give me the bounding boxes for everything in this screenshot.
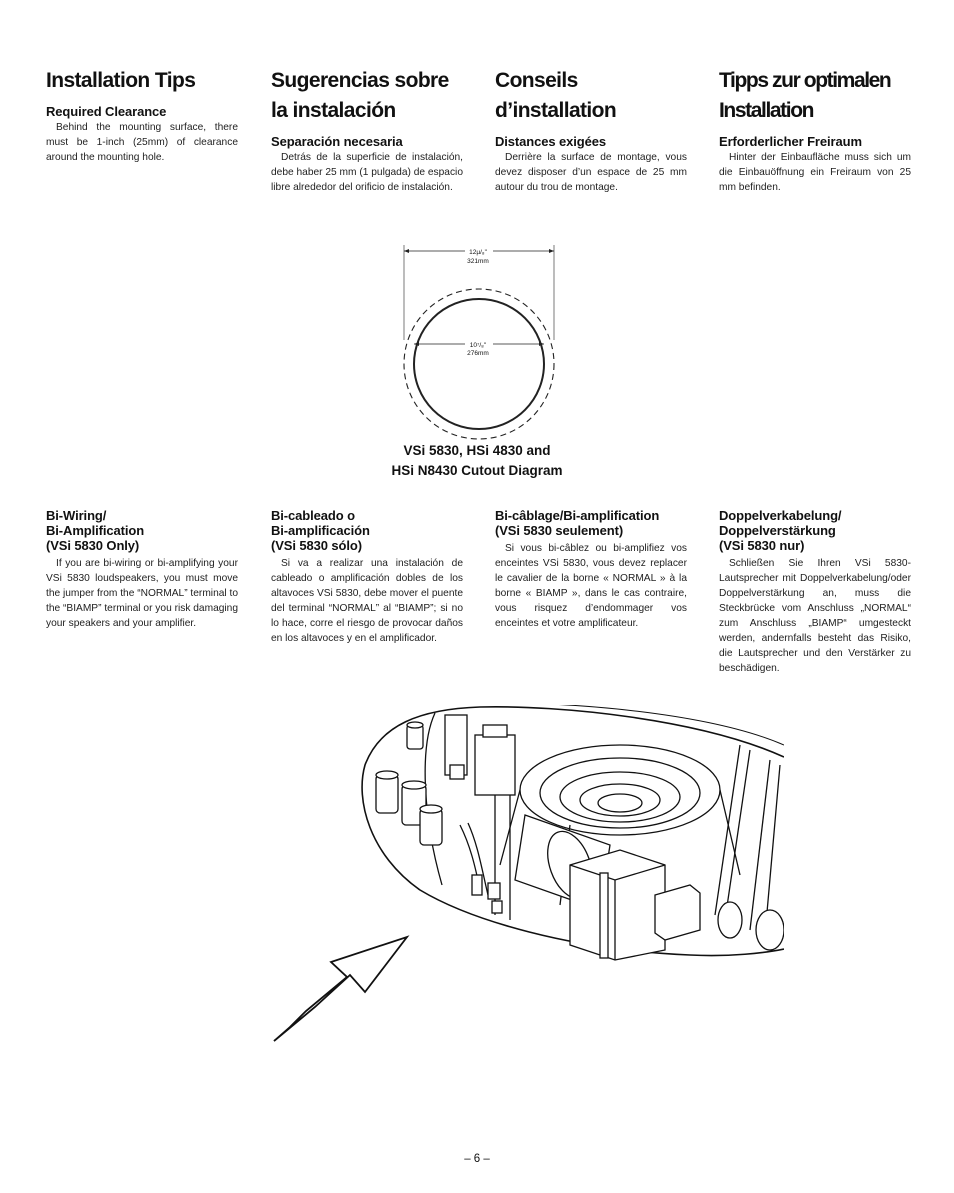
basket-struts <box>715 745 784 950</box>
outer-cutout-circle <box>404 289 554 439</box>
cutout-diagram <box>395 240 565 440</box>
diagram-caption-line1: VSi 5830, HSi 4830 and <box>403 443 551 458</box>
clearance-heading: Distances exigées <box>495 134 607 149</box>
biwire-text: Si vous bi-câblez ou bi-amplifiez vos enceintes VSi 5830, vous devez replacer le cavalier de la borne « NORMAL » à la borne « BIAMP », dans le cas contraire, vous risquez d’endommager vos enceintes et votre amplificateur. <box>495 543 687 629</box>
column-german-biwire <box>719 508 911 676</box>
clearance-text: Detrás de la superficie de instalación, debe haber 25 mm (1 pulgada) de espacio libre alrededor del orificio de instalación. <box>271 152 463 193</box>
clearance-heading: Required Clearance <box>46 104 167 119</box>
inner-cutout-circle <box>414 299 544 429</box>
column-french-top <box>495 66 687 195</box>
biwire-text: If you are bi-wiring or bi-amplifying your VSi 5830 loudspeakers, you must move the jumper from the “NORMAL” terminal to the “BIAMP” terminal or you risk damaging your speakers and your amplifier. <box>46 558 238 629</box>
column-german-top <box>719 66 911 195</box>
column-spanish-top <box>271 66 463 195</box>
arrow-icon <box>274 937 407 1041</box>
clearance-text: Behind the mounting surface, there must be 1-inch (25mm) of clearance around the mounting hole. <box>46 122 238 163</box>
speaker-crossover-illustration <box>270 705 790 1080</box>
section-title: Installation Tips <box>46 69 196 92</box>
section-title: Tipps zur optimalen Installation <box>719 69 891 122</box>
inner-dimension-inches: 10⁷/₈" <box>469 342 487 349</box>
column-english-top <box>46 66 238 165</box>
column-english-biwire <box>46 508 238 631</box>
inner-dimension-mm: 276mm <box>467 350 489 357</box>
biwire-heading: Bi-cableado o Bi-amplificación (VSi 5830 sólo) <box>271 508 370 553</box>
clearance-heading: Separación necesaria <box>271 134 403 149</box>
clearance-text: Derrière la surface de montage, vous devez disposer d’un espace de 25 mm autour du trou de montage. <box>495 152 687 193</box>
jumper-wires <box>460 823 502 913</box>
outer-dimension-inches: 12µ/₈" <box>469 249 487 256</box>
biwire-heading: Bi-Wiring/ Bi-Amplification (VSi 5830 Only) <box>46 508 145 553</box>
biwire-heading: Doppelverkabelung/ Doppelverstärkung (VSi 5830 nur) <box>719 508 842 553</box>
capacitors <box>376 722 442 845</box>
clearance-heading: Erforderlicher Freiraum <box>719 134 862 149</box>
biwire-text: Schließen Sie Ihren VSi 5830-Lautsprecher mit Doppelverkabelung/oder Doppelverstärkung an, muss die Steckbrücke vom Anschluss „NORMAL“ zum Anschluss „BIAMP“ umgesteckt werden, andernfalls besteht das Risiko, die Lautsprecher und den Verstärker zu beschädigen. <box>719 558 911 674</box>
column-french-biwire <box>495 508 687 631</box>
biwire-text: Si va a realizar una instalación de cableado o amplificación dobles de los altavoces VSi 5830, debe mover el puente del terminal “NORMAL” al “BIAMP”; si no lo hace, corre el riesgo de provocar daños en los altavoces y en el amplificador. <box>271 558 463 644</box>
diagram-caption <box>300 441 654 481</box>
outer-dimension-mm: 321mm <box>467 258 489 265</box>
biwire-heading: Bi-câblage/Bi-amplification (VSi 5830 seulement) <box>495 508 660 538</box>
section-title: Conseils d’installation <box>495 69 617 122</box>
column-spanish-biwire <box>271 508 463 646</box>
clearance-text: Hinter der Einbaufläche muss sich um die Einbauöffnung ein Freiraum von 25 mm befinden. <box>719 152 911 193</box>
section-title: Sugerencias sobre la instalación <box>271 69 449 122</box>
jumper-block <box>570 850 700 960</box>
page-number: – 6 – <box>464 1153 490 1165</box>
diagram-caption-line2: HSi N8430 Cutout Diagram <box>391 463 563 478</box>
